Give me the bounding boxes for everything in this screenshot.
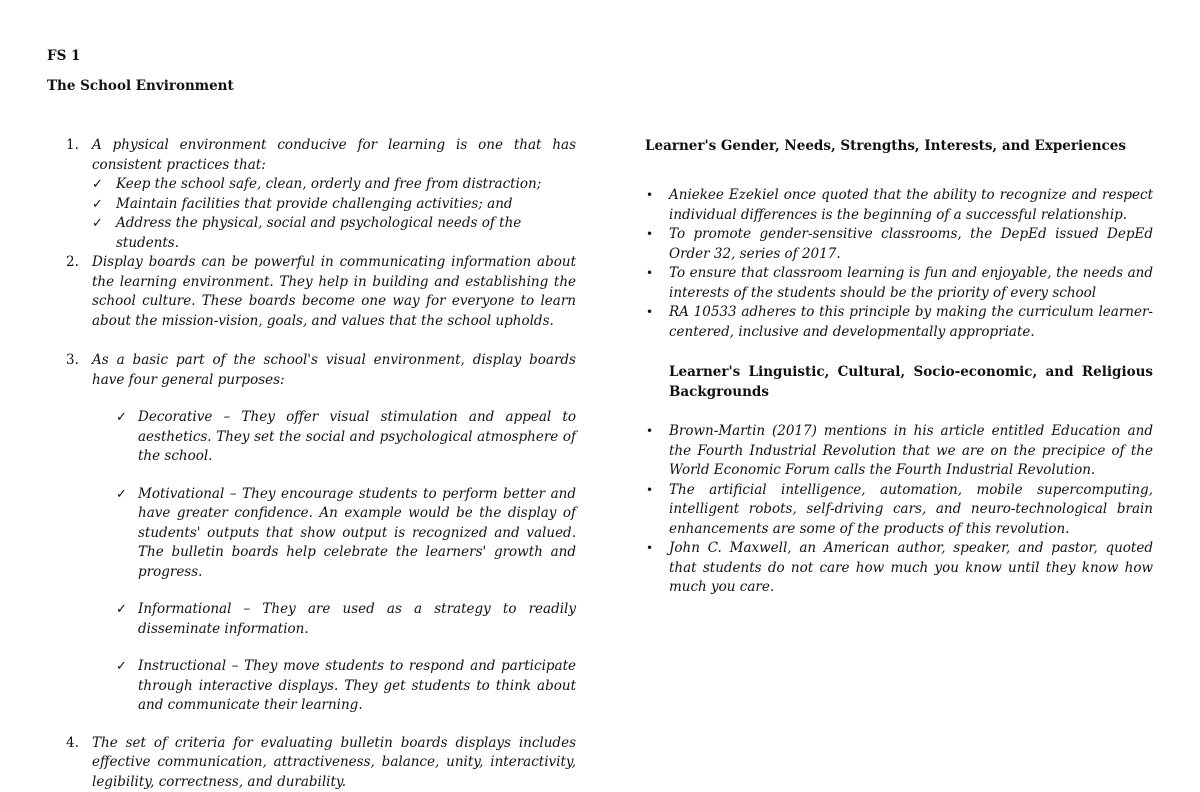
item-text: A physical environment conducive for learning is one that has consistent practices that:	[92, 137, 576, 173]
checkmark-icon: ✓	[92, 214, 103, 234]
item-number: 1.	[66, 136, 79, 156]
bullet-item	[645, 303, 1153, 342]
purpose-item-informational	[66, 600, 576, 639]
purpose-item-decorative	[66, 408, 576, 467]
bullet-item	[645, 225, 1153, 264]
purpose-text: Decorative – They offer visual stimulation and appeal to aesthetics. They set the social and psychological atmosphere of the school.	[138, 409, 576, 464]
item-number: 2.	[66, 253, 79, 273]
checkmark-icon: ✓	[92, 195, 103, 215]
bullet-icon: •	[646, 303, 653, 323]
right-column	[645, 136, 1153, 598]
item-text: Display boards can be powerful in communicating information about the learning environment. They help in building and establishing the school culture. These boards become one way for everyone to learn about the mission-vision, goals, and values that the school upholds.	[92, 254, 576, 329]
check-list-item	[66, 195, 576, 215]
purpose-item-instructional	[66, 657, 576, 716]
bullet-text: Brown-Martin (2017) mentions in his article entitled Education and the Fourth Industrial Revolution that we are on the precipice of the World Economic Forum calls the Fourth Industrial Revolution.	[669, 423, 1153, 478]
bullet-text: Aniekee Ezekiel once quoted that the ability to recognize and respect individual differences is the beginning of a successful relationship.	[669, 187, 1153, 223]
purpose-text: Instructional – They move students to respond and participate through interactive displays. They get students to think about and communicate their learning.	[138, 658, 576, 713]
bullet-text: The artificial intelligence, automation, mobile supercomputing, intelligent robots, self-driving cars, and neuro-technological brain enhancements are some of the products of this revolution.	[669, 482, 1153, 537]
item-number: 4.	[66, 734, 79, 754]
section-heading-linguistic-cultural: Learner's Linguistic, Cultural, Socio-economic, and Religious Backgrounds	[645, 362, 1153, 402]
bullet-item	[645, 186, 1153, 225]
bullet-text: To ensure that classroom learning is fun and enjoyable, the needs and interests of the students should be the priority of every school	[669, 265, 1153, 301]
bullet-item	[645, 264, 1153, 303]
checkmark-icon: ✓	[92, 175, 103, 195]
checkmark-icon: ✓	[116, 657, 127, 677]
bullet-text: John C. Maxwell, an American author, speaker, and pastor, quoted that students do not care how much you know until they know how much you care.	[669, 540, 1153, 595]
check-list-item	[66, 214, 576, 253]
page-title: The School Environment	[47, 76, 234, 96]
numbered-item-3	[66, 351, 576, 390]
bullet-item	[645, 481, 1153, 540]
bullet-text: To promote gender-sensitive classrooms, the DepEd issued DepEd Order 32, series of 2017.	[669, 226, 1153, 262]
check-text: Address the physical, social and psychological needs of the students.	[116, 215, 521, 251]
bullet-icon: •	[646, 539, 653, 559]
check-text: Keep the school safe, clean, orderly and free from distraction;	[116, 176, 541, 192]
item-text: The set of criteria for evaluating bulletin boards displays includes effective communication, attractiveness, balance, unity, interactivity, legibility, correctness, and durability.	[92, 735, 576, 790]
numbered-item-4	[66, 734, 576, 792]
check-text: Maintain facilities that provide challenging activities; and	[116, 196, 513, 212]
numbered-item-1	[66, 136, 576, 175]
item-number: 3.	[66, 351, 79, 371]
section-heading-gender-needs: Learner's Gender, Needs, Strengths, Interests, and Experiences	[645, 136, 1153, 156]
bullet-icon: •	[646, 264, 653, 284]
purpose-text: Motivational – They encourage students to perform better and have greater confidence. An example would be the display of students' outputs that show output is recognized and valued. The bulletin boards help celebrate the learners' growth and progress.	[138, 486, 576, 580]
bullet-icon: •	[646, 225, 653, 245]
course-code: FS 1	[47, 46, 80, 66]
bullet-icon: •	[646, 481, 653, 501]
numbered-item-2	[66, 253, 576, 331]
bullet-icon: •	[646, 422, 653, 442]
bullet-item	[645, 539, 1153, 598]
checkmark-icon: ✓	[116, 485, 127, 505]
bullet-item	[645, 422, 1153, 481]
left-column	[66, 136, 576, 792]
check-list-item	[66, 175, 576, 195]
checkmark-icon: ✓	[116, 600, 127, 620]
checkmark-icon: ✓	[116, 408, 127, 428]
purpose-item-motivational	[66, 485, 576, 583]
purpose-text: Informational – They are used as a strategy to readily disseminate information.	[138, 601, 576, 637]
item-text: As a basic part of the school's visual environment, display boards have four general purposes:	[92, 352, 576, 388]
bullet-icon: •	[646, 186, 653, 206]
bullet-text: RA 10533 adheres to this principle by making the curriculum learner-centered, inclusive and developmentally appropriate.	[669, 304, 1153, 340]
